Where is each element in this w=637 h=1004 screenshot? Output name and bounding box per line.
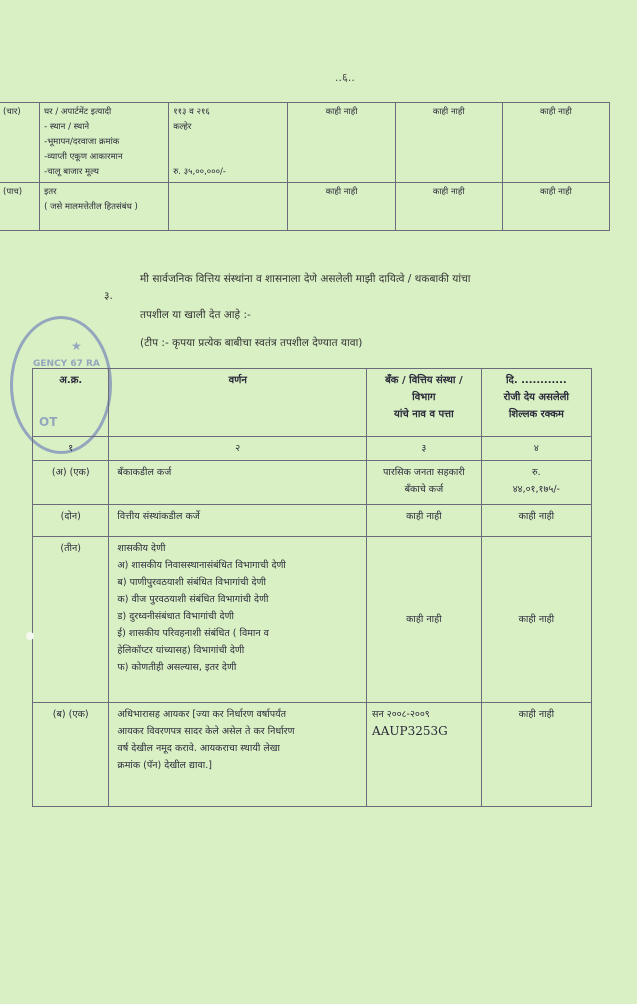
header-description: वर्णन <box>109 369 367 437</box>
header-row <box>33 369 592 437</box>
row-description <box>40 103 169 183</box>
area-line <box>173 135 283 150</box>
row-description <box>109 537 367 703</box>
row-number: (चार) <box>0 103 40 183</box>
row-description: वित्तीय संस्थांकडील कर्जे <box>109 505 367 537</box>
desc-line: अ) शासकीय निवासस्थानासंबंधित विभागाची देणी <box>117 560 286 571</box>
desc-line: क्रमांक (पॅन) देखील द्यावा.] <box>117 760 212 771</box>
row-area <box>169 103 288 183</box>
row-bank <box>367 703 482 807</box>
table-row <box>0 103 610 183</box>
row-serial: (दोन) <box>33 505 109 537</box>
section-text-line1: मी सार्वजनिक वित्तिय संस्थांना व शासनाला देणे असलेली माझी दायित्वे / थकबाकी यांचा <box>140 273 471 285</box>
desc-line: वर्ष देखील नमूद करावे. आयकराचा स्थायी लेखा <box>117 743 281 754</box>
row-amount: काही नाही <box>481 703 591 807</box>
desc-line: ई) शासकीय परिवहनाशी संबंधित ( विमान व <box>117 628 269 639</box>
desc-line: ड) दुरध्वनीसंबंधात विभागांची देणी <box>117 611 234 622</box>
nil-cell: काही नाही <box>288 103 395 183</box>
stamp-number: OT <box>39 415 58 429</box>
desc-line: -चालू बाजार मूल्य <box>44 167 99 177</box>
nil-cell: काही नाही <box>502 103 609 183</box>
row-amount <box>481 461 591 505</box>
desc-line: -व्याप्ती एकूण आकारमान <box>44 152 123 162</box>
section-number: ३. <box>104 290 113 302</box>
header-line: यांचे नाव व पत्ता <box>394 409 454 420</box>
desc-line: हेलिकॉप्टर यांच्यासह) विभागांची देणी <box>117 645 245 656</box>
row-area <box>169 183 288 231</box>
row-description <box>40 183 169 231</box>
area-line <box>173 150 283 165</box>
area-line: ११३ व २१६ <box>173 107 210 117</box>
header-line: विभाग <box>412 392 436 403</box>
row-number: (पाच) <box>0 183 40 231</box>
bank-line: पारसिक जनता सहकारी <box>382 467 465 478</box>
header-line: शिल्लक रक्कम <box>508 409 564 420</box>
bank-line: बँकाचे कर्ज <box>404 484 444 495</box>
star-icon: ★ <box>71 339 82 353</box>
section-note: (टीप :- कृपया प्रत्येक बाबीचा स्वतंत्र तपशील देण्यात यावा) <box>140 337 363 349</box>
desc-line: -भूमापन/दरवाजा क्रमांक <box>44 137 120 147</box>
table-row <box>33 461 592 505</box>
header-line: रोजी देय असलेली <box>503 392 569 403</box>
desc-line: क) वीज पुरवठयाशी संबंधित विभागांची देणी <box>117 594 269 605</box>
nil-cell: काही नाही <box>395 103 502 183</box>
bank-line: सन २००८-२००९ <box>372 709 430 720</box>
liabilities-table <box>32 368 592 807</box>
desc-line: फ) कोणतीही असल्यास, इतर देणी <box>117 662 237 673</box>
pan-number: AAUP3253G <box>372 724 448 738</box>
col-number: २ <box>109 437 367 461</box>
header-line: दि. ............ <box>505 375 567 386</box>
header-serial: अ.क्र. <box>33 369 109 437</box>
desc-line: शासकीय देणी <box>117 543 166 554</box>
col-number: ४ <box>481 437 591 461</box>
area-line: कल्हेर <box>173 122 192 132</box>
page-number: ..६.. <box>335 71 355 84</box>
row-serial: (तीन) <box>33 537 109 703</box>
table-row <box>0 183 610 231</box>
nil-cell: काही नाही <box>395 183 502 231</box>
section-text-line2: तपशील या खाली देत आहे :- <box>140 309 251 321</box>
nil-cell: काही नाही <box>502 183 609 231</box>
punch-hole <box>26 632 34 640</box>
table-row <box>33 537 592 703</box>
header-line: बँक / वित्तिय संस्था / <box>385 375 463 386</box>
col-number: ३ <box>367 437 482 461</box>
row-serial: (ब) (एक) <box>33 703 109 807</box>
header-bank <box>367 369 482 437</box>
area-line: रु. ३५,००,०००/- <box>173 167 226 177</box>
desc-line: आयकर विवरणपत्र सादर केले असेल ते कर निर्धारण <box>117 726 295 737</box>
row-bank <box>367 461 482 505</box>
amount-line: ४४,०१,१७५/- <box>512 484 560 495</box>
column-number-row <box>33 437 592 461</box>
row-description: बँकाकडील कर्ज <box>109 461 367 505</box>
amount-line: रु. <box>531 467 541 478</box>
desc-line: - स्थान / स्थाने <box>44 122 90 132</box>
desc-line: ब) पाणीपुरवठयाशी संबंधित विभागांची देणी <box>117 577 266 588</box>
desc-line: घर / अपार्टमेंट इत्यादी <box>44 107 112 117</box>
row-description <box>109 703 367 807</box>
desc-line: अधिभारासह आयकर [ज्या कर निर्धारण वर्षापर्यंत <box>117 709 287 720</box>
row-serial: (अ) (एक) <box>33 461 109 505</box>
row-bank: काही नाही <box>367 505 482 537</box>
row-amount: काही नाही <box>481 505 591 537</box>
desc-line: ( जसे मालमत्तेतील हितसंबंध ) <box>44 202 138 212</box>
header-amount <box>481 369 591 437</box>
table-row <box>33 505 592 537</box>
stamp-text: GENCY 67 RA <box>33 359 100 369</box>
desc-line: इतर <box>44 187 57 197</box>
table-row <box>33 703 592 807</box>
nil-cell: काही नाही <box>288 183 395 231</box>
row-bank: काही नाही <box>367 537 482 703</box>
assets-table <box>0 102 610 231</box>
col-number: १ <box>33 437 109 461</box>
row-amount: काही नाही <box>481 537 591 703</box>
